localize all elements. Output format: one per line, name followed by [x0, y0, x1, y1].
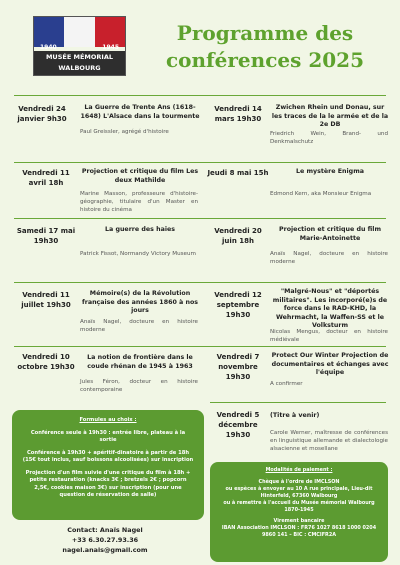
event-speaker: Anaïs Nagel, docteure en histoire moderne [270, 251, 388, 265]
event-title: La notion de frontière dans le coude rhénan de 1945 à 1963 [87, 354, 193, 370]
contact-phone[interactable]: +33 6.30.27.93.36 [71, 536, 139, 544]
separator [14, 95, 386, 96]
event-date: Vendredi 12 septembre 19h30 [214, 291, 262, 319]
logo-dates [34, 44, 125, 51]
payment-line: ou espèces à envoyer au 10 A rue principale, Lieu-dit Hinterfeld, 67360 Walbourg [225, 486, 373, 499]
event-speaker: Marine Masson, professeure d'histoire-géographie, titulaire d'un Master en histoire du cinéma [80, 191, 198, 213]
event-date: Vendredi 20 juin 18h [214, 227, 262, 245]
event-title: Projection et critique du film Les deux Mathilde [81, 168, 199, 184]
event-date: Vendredi 10 octobre 19h30 [17, 353, 75, 371]
event-speaker: Paul Greissler, agrégé d'histoire [80, 129, 169, 135]
event-title: La Guerre de Trente Ans (1618-1648) L'Alsace dans la tourmente [80, 104, 200, 120]
payment-heading: Modalités de paiement : [265, 467, 333, 473]
formula-item: Projection d'un film suivie d'une critique du film à 18h + petite restauration (knacks 3€ ; bretzels 2€ ; popcorn 2,5€, cookies maison 3€) sur inscription (pour une question de réservation de salle) [25, 469, 191, 498]
payment-box [210, 462, 388, 562]
event-date: Vendredi 11 juillet 19h30 [21, 291, 71, 309]
contact-label: Contact: Anaïs Nagel [67, 526, 143, 534]
contact-block [40, 525, 170, 555]
payment-line: ou à remettre à l'accueil du Musée mémorial Walbourg 1870-1945 [223, 500, 375, 513]
event-title: Le mystère Enigma [296, 168, 364, 175]
event-title: Zwichen Rhein und Donau, sur les traces de la le armée et de la 2e DB [271, 104, 389, 128]
contact-email[interactable]: nagel.anais@gmail.com [62, 546, 148, 554]
event-date: Vendredi 5 décembre 19h30 [216, 411, 260, 439]
event-date: Vendredi 24 janvier 9h30 [17, 105, 67, 123]
event-speaker: Edmond Kern, aka Monsieur Enigma [270, 191, 372, 197]
page-title [150, 20, 380, 74]
event-speaker: Patrick Fissot, Normandy Victory Museum [80, 251, 196, 257]
formula-item: Conférence seule à 19h30 : entrée libre, plateau à la sortie [30, 429, 186, 443]
formula-item: Conférence à 19h30 + apéritif-dinatoire à partir de 18h (15€ tout inclus, sauf boissons alcoolisées) sur inscription [22, 449, 194, 463]
event-date: Vendredi 7 novembre 19h30 [216, 353, 260, 381]
event-date: Jeudi 8 mai 15h [207, 169, 269, 177]
logo-name [34, 51, 125, 75]
page-title-line1: Programme des [176, 21, 354, 45]
event-date: Samedi 17 mai 19h30 [16, 227, 76, 245]
separator [14, 218, 386, 219]
separator [14, 346, 386, 347]
flag-image [34, 17, 125, 47]
event-date: Vendredi 14 mars 19h30 [214, 105, 262, 123]
event-title: Mémoire(s) de la Révolution française des années 1860 à nos jours [81, 290, 199, 314]
event-title: La guerre des haies [104, 226, 176, 233]
event-title: Protect Our Winter Projection de documentaires et échanges avec l'équipe [271, 352, 389, 376]
event-speaker: A confirmer [270, 381, 303, 387]
logo-name-line2: WALBOURG [58, 64, 101, 72]
logo-name-line1: MUSÉE MÉMORIAL [45, 53, 114, 61]
event-speaker: Nicolas Mengus, docteur en histoire médiévale [270, 329, 388, 343]
event-title: "Malgré-Nous" et "déportés militaires". Les incorporé(e)s de force dans le RAD-KHD, la Wehrmacht, la Waffen-SS et le Volksturm [272, 288, 388, 329]
logo-date-start: 1940 [40, 44, 57, 51]
museum-logo [33, 16, 126, 76]
payment-line: Chèque à l'ordre de IMCLSON [258, 479, 340, 485]
separator [14, 162, 386, 163]
event-title: (Titre à venir) [270, 412, 320, 419]
event-speaker: Friedrich Wein, Brand- und Denkmalschutz [270, 131, 388, 145]
event-title: Projection et critique du film Marie-Antoinette [278, 226, 382, 242]
formulas-box [12, 410, 204, 520]
event-date: Vendredi 11 avril 18h [22, 169, 70, 187]
event-speaker: Jules Féron, docteur en histoire contemporaine [80, 379, 198, 393]
separator [210, 402, 386, 403]
payment-line: Virement bancaire [273, 518, 325, 524]
page-title-line2: conférences 2025 [166, 48, 364, 72]
payment-line: IBAN Association IMCLSON : FR76 1027 8618 1000 0204 9860 141 – BIC : CMCIFR2A [221, 525, 377, 538]
formulas-heading: Formules au choix : [79, 417, 137, 423]
event-speaker: Carole Werner, maîtresse de conférences en linguistique allemande et dialectologie alsacienne et mosellane [270, 430, 388, 452]
separator [14, 282, 386, 283]
event-speaker: Anaïs Nagel, docteure en histoire moderne [80, 319, 198, 333]
logo-date-end: 1945 [102, 44, 119, 51]
